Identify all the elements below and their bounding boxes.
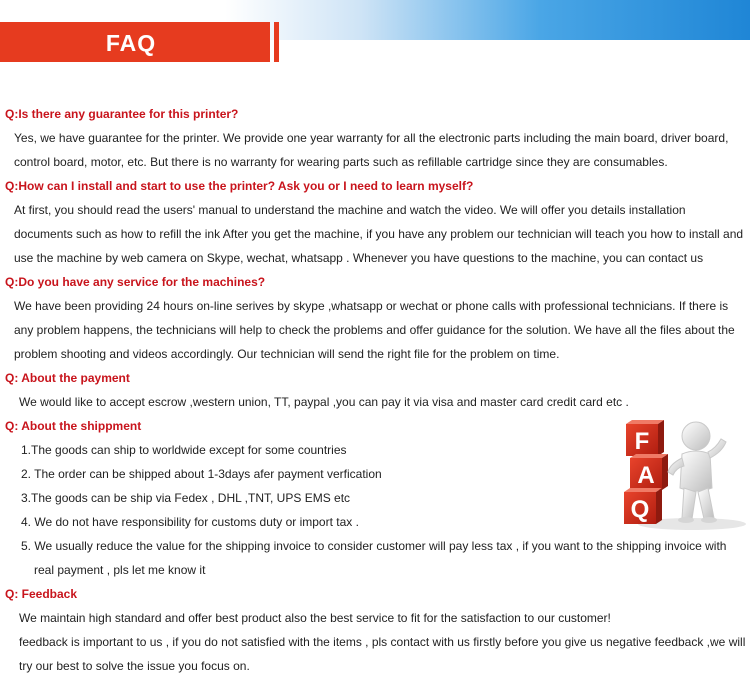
faq-answer-line: real payment , pls let me know it: [34, 563, 206, 577]
faq-answer-line: feedback is important to us , if you do not satisfied with the items , pls contact with us firstly before you give us negative feedback ,we will: [19, 635, 746, 649]
cube-letter-a: A: [637, 462, 655, 489]
faq-answer-line: At first, you should read the users' manual to understand the machine and watch the video. We will offer you details installation: [14, 203, 686, 217]
faq-answer-line: 3.The goods can be ship via Fedex , DHL ,TNT, UPS EMS etc: [21, 491, 351, 505]
faq-question: Q:Do you have any service for the machines?: [5, 275, 266, 289]
page-header: [0, 0, 750, 72]
faq-question: Q: Feedback: [5, 587, 78, 601]
faq-answer-line: We maintain high standard and offer best product also the best service to fit for the satisfaction to our customer!: [19, 611, 611, 625]
faq-item-install: [0, 174, 750, 270]
faq-item-guarantee: [0, 102, 750, 174]
faq-question: Q:Is there any guarantee for this printer?: [5, 107, 239, 121]
faq-answer-line: try our best to solve the issue you focus on.: [19, 659, 250, 673]
faq-answer-line: We have been providing 24 hours on-line serives by skype ,whatsapp or wechat or phone calls with professional technicians. If there is: [14, 299, 729, 313]
faq-cubes-illustration: [612, 418, 748, 530]
faq-question: Q: About the shippment: [5, 419, 142, 433]
cube-letter-f: F: [634, 428, 650, 455]
faq-answer-line: 5. We usually reduce the value for the shipping invoice to consider customer will pay less tax , if you want to the shipping invoice with: [21, 539, 727, 553]
faq-item-service: [0, 270, 750, 366]
faq-answer-line: use the machine by web camera on Skype, wechat, whatsapp . Whenever you have questions to the machine, you can contact us: [14, 251, 704, 265]
faq-item-feedback: [0, 582, 750, 678]
faq-answer-line: any problem happens, the technicians will help to check the problems and offer guidance for the solution. We have all the files about the: [14, 323, 735, 337]
faq-answer-line: We would like to accept escrow ,western union, TT, paypal ,you can pay it via visa and master card credit card etc .: [19, 395, 629, 409]
faq-answer-line: control board, motor, etc. But there is no warranty for wearing parts such as refillable cartridge since they are consumables.: [14, 155, 668, 169]
faq-answer-line: 4. We do not have responsibility for customs duty or import tax .: [21, 515, 359, 529]
page-title: FAQ: [105, 30, 157, 56]
faq-list: [0, 102, 750, 678]
faq-question: Q: About the payment: [5, 371, 130, 385]
person-figure-icon: [668, 422, 726, 523]
header-red-tab-edge: [274, 22, 279, 62]
faq-item-payment: [0, 366, 750, 414]
faq-answer-line: 2. The order can be shipped about 1-3days afer payment verfication: [21, 467, 382, 481]
faq-answer-line: 1.The goods can ship to worldwide except for some countries: [21, 443, 347, 457]
faq-answer-line: documents such as how to refill the ink After you get the machine, if you have any problem our technician will teach you how to install and: [14, 227, 744, 241]
cube-letter-q: Q: [630, 496, 650, 523]
faq-answer-line: problem shooting and videos accordingly. Our technician will send the right file for the problem on time.: [14, 347, 560, 361]
faq-question: Q:How can I install and start to use the printer? Ask you or I need to learn myself?: [5, 179, 474, 193]
faq-cubes-figure: [612, 418, 748, 530]
faq-answer-line: Yes, we have guarantee for the printer. We provide one year warranty for all the electronic parts including the main board, driver board,: [14, 131, 729, 145]
